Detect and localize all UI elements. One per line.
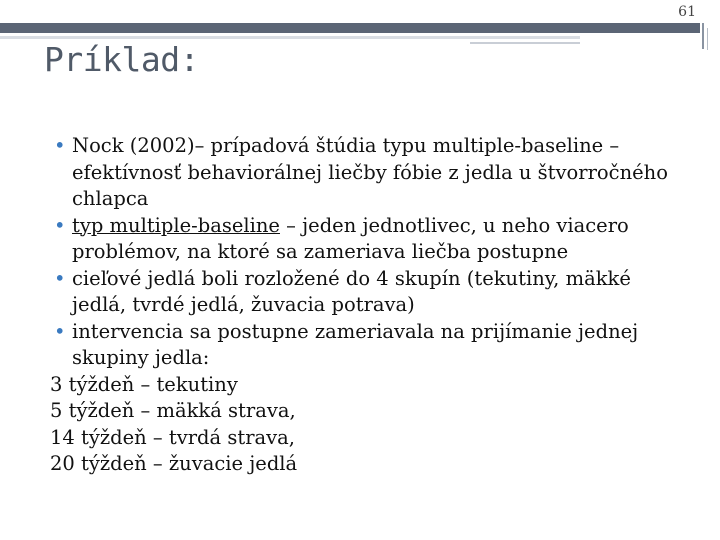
- bullet-list: [50, 133, 690, 372]
- bullet-underlined-term: typ multiple-baseline: [72, 213, 280, 237]
- bullet-text: Nock (2002)– prípadová štúdia typu multiple-baseline – efektívnosť behaviorálnej liečby fóbie z jedla u štvorročného chlapca: [72, 134, 668, 210]
- bullet-text: intervencia sa postupne zameriavala na prijímanie jednej skupiny jedla:: [72, 319, 639, 369]
- bullet-item: [50, 266, 690, 319]
- corner-accent: [702, 23, 704, 49]
- bullet-text: cieľové jedlá boli rozložené do 4 skupín (tekutiny, mäkké jedlá, tvrdé jedlá, žuvacia potrava): [72, 266, 631, 316]
- schedule-line: 14 týždeň – tvrdá strava,: [50, 425, 295, 449]
- header-rule: [0, 36, 580, 39]
- bullet-item: [50, 133, 690, 213]
- bullet-text: – jeden jednotlivec, u neho viacero problémov, na ktoré sa zameriava liečba postupne: [72, 213, 629, 263]
- slide-title: Príklad:: [44, 40, 199, 79]
- slide-body: [50, 133, 690, 478]
- header-bar: [0, 23, 700, 33]
- bullet-item: [50, 213, 690, 266]
- schedule-list: [50, 372, 690, 478]
- header-rule-accent: [470, 42, 580, 44]
- bullet-item: [50, 319, 690, 372]
- corner-accent-secondary: [707, 28, 708, 50]
- slide-number: 61: [678, 4, 696, 20]
- schedule-line: 20 týždeň – žuvacie jedlá: [50, 452, 298, 475]
- schedule-line: 3 týždeň – tekutiny: [50, 372, 238, 396]
- schedule-line: 5 týždeň – mäkká strava,: [50, 399, 296, 422]
